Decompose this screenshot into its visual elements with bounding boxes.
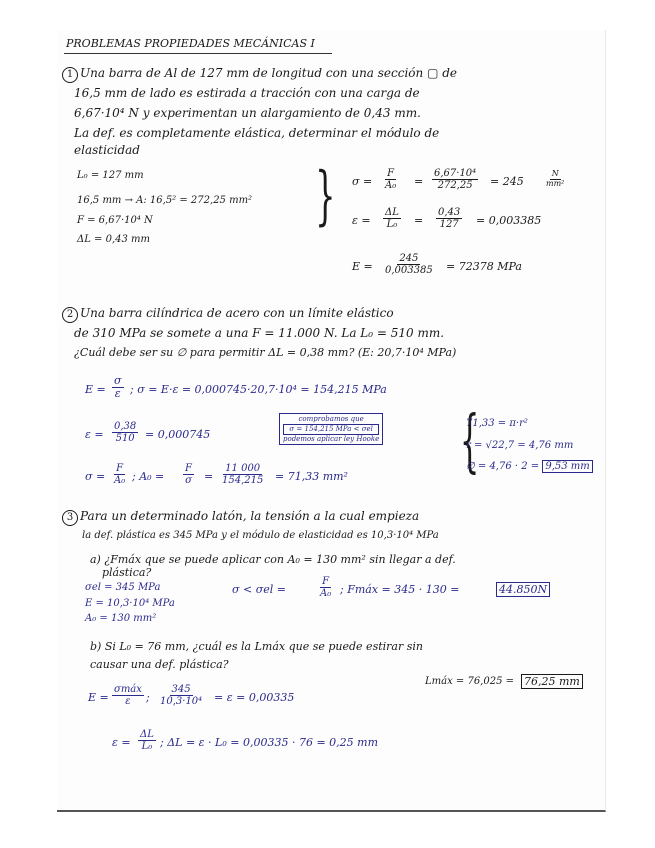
problem-number-badge: 2 bbox=[62, 307, 78, 323]
part-b-question-2: causar una def. plástica? bbox=[90, 658, 229, 671]
p2-eps-fraction: $\frac{0,38}{510}$ bbox=[114, 421, 137, 444]
p1-data-elongation: ΔL = 0,43 mm bbox=[77, 234, 151, 245]
p2-area-values: $\frac{11 000}{154,215}$ bbox=[222, 463, 264, 486]
p3-b-answer: 76,25 mm bbox=[521, 674, 583, 689]
problem-3-line-2: la def. plástica es 345 MPa y el módulo de elasticidad es 10,3·10⁴ MPa bbox=[82, 530, 439, 541]
p1-sigma-result: = 245 bbox=[490, 175, 524, 188]
problem-number-badge: 1 bbox=[62, 67, 78, 83]
p2-radius-result: r = √22,7 = 4,76 mm bbox=[466, 440, 574, 451]
part-a-question-1: a) ¿Fmáx que se puede aplicar con A₀ = 130 mm² sin llegar a def. bbox=[90, 553, 456, 566]
part-a-question-2: plástica? bbox=[102, 566, 152, 579]
p3-separator: ; bbox=[146, 691, 150, 704]
title-underline bbox=[64, 53, 332, 54]
p1-E-result: = 72378 MPa bbox=[446, 260, 522, 273]
p3-data-modulus: E = 10,3·10⁴ MPa bbox=[85, 598, 175, 609]
p3-eps-label: ε = bbox=[112, 736, 131, 749]
page-title: PROBLEMAS PROPIEDADES MECÁNICAS I bbox=[66, 37, 315, 50]
p1-eps-values: $\frac{0,43}{127}$ bbox=[438, 207, 461, 230]
problem-2-line-2: de 310 MPa se somete a una F = 11.000 N. La L₀ = 510 mm. bbox=[74, 326, 445, 340]
p1-E-fraction: $\frac{245}{0,003385}$ bbox=[385, 253, 433, 276]
p3-a-answer: 44.850N bbox=[496, 582, 550, 597]
p1-eps-fraction: $\frac{\Delta L}{\text{L₀}}$ bbox=[385, 207, 399, 230]
p3-data-yield: σel = 345 MPa bbox=[85, 582, 161, 593]
problem-1-line-1: 1 Una barra de Al de 127 mm de longitud con una sección ▢ de bbox=[62, 66, 457, 83]
p2-diameter-calc: ∅ = 4,76 · 2 = 9,53 mm bbox=[466, 461, 593, 472]
p1-sigma-label: σ = bbox=[352, 175, 373, 188]
p1-data-length: L₀ = 127 mm bbox=[77, 170, 144, 181]
problem-1-line-3: 6,67·10⁴ N y experimentan un alargamiento de 0,43 mm. bbox=[74, 106, 421, 120]
brace: } bbox=[315, 159, 336, 233]
p3-data-area: A₀ = 130 mm² bbox=[85, 613, 157, 624]
p2-area-label: ; A₀ = bbox=[132, 470, 165, 483]
p2-E-fraction: $\frac{\sigma}{\varepsilon}$ bbox=[114, 374, 122, 401]
p2-area-fraction: $\frac{F}{\sigma}$ bbox=[185, 463, 192, 486]
problem-1-line-2: 16,5 mm de lado es estirada a tracción con una carga de bbox=[74, 86, 420, 100]
hooke-check-note: comprobamos que σ = 154,215 MPa < σel podemos aplicar ley Hooke bbox=[279, 413, 383, 445]
p1-E-label: E = bbox=[352, 260, 373, 273]
p1-sigma-unit: $\frac{N}{\text{mm²}}$ bbox=[546, 169, 565, 188]
p2-eps-result: = 0,000745 bbox=[145, 428, 211, 441]
brace: { bbox=[459, 402, 480, 481]
problem-2-line-1: 2 Una barra cilíndrica de acero con un límite elástico bbox=[62, 306, 394, 323]
p2-diameter-answer: 9,53 mm bbox=[542, 460, 592, 473]
problem-1-line-4: La def. es completamente elástica, determinar el módulo de bbox=[74, 126, 440, 140]
p1-equals: = bbox=[414, 175, 424, 188]
p2-E-label: E = bbox=[85, 383, 106, 396]
p1-eps-result: = 0,003385 bbox=[476, 214, 542, 227]
p3-lmax-calc: Lmáx = 76,025 = bbox=[425, 676, 515, 687]
p2-stress-calc: ; σ = E·ε = 0,000745·20,7·10⁴ = 154,215 MPa bbox=[130, 383, 387, 396]
p3-eps-fraction: $\frac{\Delta L}{\text{L₀}}$ bbox=[140, 729, 154, 752]
p2-sigma-fraction: $\frac{F}{\text{A₀}}$ bbox=[114, 463, 126, 486]
p1-data-force: F = 6,67·10⁴ N bbox=[77, 215, 153, 226]
p3-sigma-condition: σ < σel = bbox=[232, 583, 286, 596]
p3-E-label: E = bbox=[88, 691, 109, 704]
p3-fmax-calc: ; Fmáx = 345 · 130 = bbox=[340, 583, 460, 596]
p3-E-values: $\frac{345}{\text{10,3·10⁴}}$ bbox=[160, 684, 203, 707]
p2-equals: = bbox=[204, 470, 214, 483]
problem-2-line-3: ¿Cuál debe ser su ∅ para permitir ΔL = 0,38 mm? (E: 20,7·10⁴ MPa) bbox=[74, 346, 457, 359]
problem-3-line-1: 3 Para un determinado latón, la tensión a la cual empieza bbox=[62, 509, 419, 526]
p3-E-fraction: σmáx ε bbox=[114, 684, 142, 707]
p2-sigma-label: σ = bbox=[85, 470, 106, 483]
p1-sigma-values: $\frac{\text{6,67·10⁴}}{272,25}$ bbox=[434, 168, 477, 191]
p1-equals: = bbox=[414, 214, 424, 227]
p1-eps-label: ε = bbox=[352, 214, 371, 227]
part-b-question-1: b) Si L₀ = 76 mm, ¿cuál es la Lmáx que se puede estirar sin bbox=[90, 640, 423, 653]
p2-eps-label: ε = bbox=[85, 428, 104, 441]
p3-a-fraction: $\frac{F}{\text{A₀}}$ bbox=[320, 576, 332, 599]
p3-eps-result: = ε = 0,00335 bbox=[214, 691, 295, 704]
problem-number-badge: 3 bbox=[62, 510, 78, 526]
p1-data-section: 16,5 mm → A: 16,5² = 272,25 mm² bbox=[77, 195, 253, 206]
p1-sigma-fraction: $\frac{F}{\text{A₀}}$ bbox=[385, 168, 397, 191]
p2-radius-eq: 71,33 = π·r² bbox=[466, 418, 528, 429]
p2-area-result: = 71,33 mm² bbox=[275, 470, 348, 483]
p3-deltaL-calc: ; ΔL = ε · L₀ = 0,00335 · 76 = 0,25 mm bbox=[160, 736, 379, 749]
problem-1-line-5: elasticidad bbox=[74, 143, 140, 157]
